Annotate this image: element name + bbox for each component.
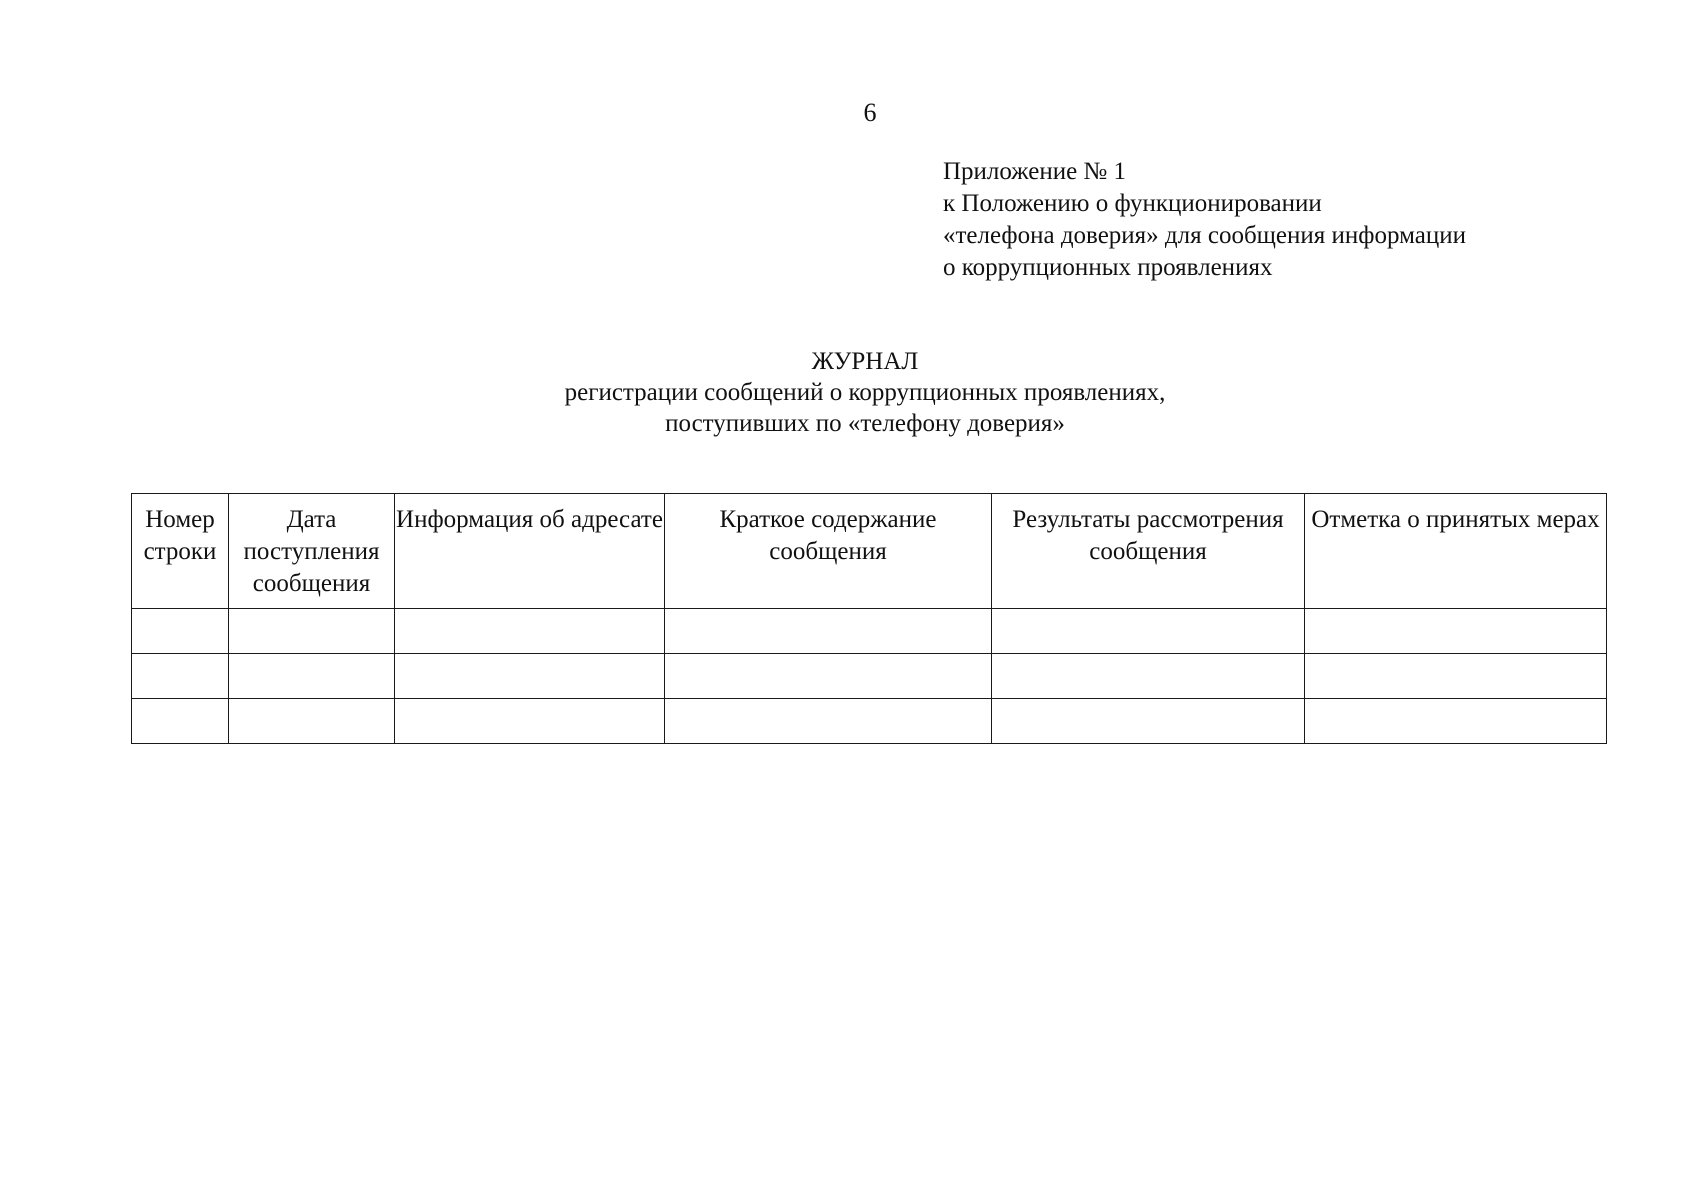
table-cell — [665, 699, 992, 744]
table-cell — [665, 609, 992, 654]
table-cell — [1305, 654, 1607, 699]
table-cell — [665, 654, 992, 699]
table-cell — [992, 609, 1305, 654]
table-header-row — [132, 494, 1607, 609]
journal-subtitle-line: регистрации сообщений о коррупционных проявлениях, — [564, 379, 1166, 406]
header-addressee-info: Информация об адресате — [395, 494, 665, 609]
table-row — [132, 654, 1607, 699]
table-cell — [992, 654, 1305, 699]
page-number: 6 — [863, 98, 877, 127]
table-row — [132, 699, 1607, 744]
appendix-line: «телефона доверия» для сообщения информации — [943, 222, 1466, 249]
header-received-date: Дата поступления сообщения — [229, 494, 395, 609]
table-cell — [229, 609, 395, 654]
journal-title: ЖУРНАЛ — [811, 348, 919, 375]
appendix-block — [943, 156, 1466, 284]
table-cell — [229, 654, 395, 699]
header-review-results: Результаты рассмотрения сообщения — [992, 494, 1305, 609]
header-measures-taken: Отметка о принятых мерах — [1305, 494, 1607, 609]
register-table — [131, 493, 1607, 744]
journal-heading — [450, 346, 1280, 439]
table-cell — [992, 699, 1305, 744]
table-row — [132, 609, 1607, 654]
table-cell — [132, 699, 229, 744]
journal-subtitle-line: поступивших по «телефону доверия» — [665, 410, 1065, 437]
table-cell — [395, 609, 665, 654]
table-cell — [132, 609, 229, 654]
table-cell — [395, 654, 665, 699]
appendix-line: о коррупционных проявлениях — [943, 254, 1273, 281]
table-cell — [1305, 699, 1607, 744]
table-cell — [132, 654, 229, 699]
table-cell — [1305, 609, 1607, 654]
table-cell — [395, 699, 665, 744]
header-line-number: Номер строки — [132, 494, 229, 609]
appendix-line: Приложение № 1 — [943, 158, 1127, 185]
table-cell — [229, 699, 395, 744]
appendix-line: к Положению о функционировании — [943, 190, 1322, 217]
header-message-summary: Краткое содержание сообщения — [665, 494, 992, 609]
